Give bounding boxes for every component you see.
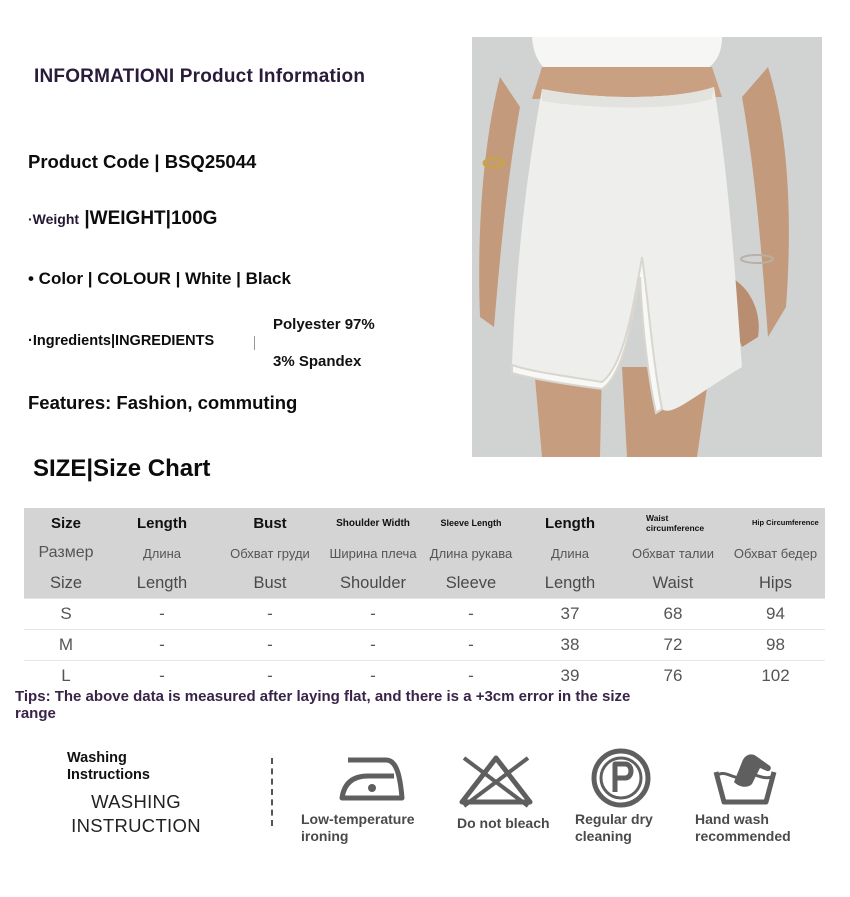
- ru-length-2: Длина: [520, 538, 620, 568]
- col-length-2: Length: [520, 508, 620, 538]
- col-shoulder: Shoulder Width: [324, 508, 422, 538]
- short-bust: Bust: [216, 568, 324, 599]
- short-waist: Waist: [620, 568, 726, 599]
- col-hip: Hip Circumference: [726, 508, 825, 538]
- table-cell: 98: [726, 630, 825, 661]
- short-hip: Hips: [726, 568, 825, 599]
- col-sleeve: Sleeve Length: [422, 508, 520, 538]
- iron-icon: [338, 754, 406, 806]
- col-size: Size: [24, 508, 108, 538]
- hand-wash-label: Hand wash recommended: [695, 811, 791, 844]
- table-cell: -: [108, 661, 216, 692]
- table-cell: -: [108, 599, 216, 630]
- table-cell: -: [422, 599, 520, 630]
- short-length: Length: [108, 568, 216, 599]
- table-cell: 37: [520, 599, 620, 630]
- ingredient-spandex: 3% Spandex: [273, 353, 362, 370]
- table-cell: S: [24, 599, 108, 630]
- table-row: [24, 661, 825, 692]
- table-cell: -: [422, 661, 520, 692]
- size-chart-title: SIZE|Size Chart: [33, 455, 211, 482]
- size-table: [24, 508, 825, 691]
- washing-divider: [271, 758, 273, 826]
- header-row-ru: [24, 538, 825, 568]
- table-cell: 39: [520, 661, 620, 692]
- dry-clean-label: Regular dry cleaning: [575, 811, 653, 844]
- short-shoulder: Shoulder: [324, 568, 422, 599]
- table-cell: M: [24, 630, 108, 661]
- weight-label: ·Weight: [28, 211, 80, 227]
- table-cell: 72: [620, 630, 726, 661]
- table-cell: 102: [726, 661, 825, 692]
- table-cell: -: [216, 599, 324, 630]
- col-waist: Waist circumference: [620, 508, 726, 538]
- product-code: Product Code | BSQ25044: [28, 151, 257, 172]
- ru-shoulder: Ширина плеча: [324, 538, 422, 568]
- no-bleach-label: Do not bleach: [457, 815, 550, 831]
- ru-hip: Обхват бедер: [726, 538, 825, 568]
- short-length-2: Length: [520, 568, 620, 599]
- table-cell: L: [24, 661, 108, 692]
- table-row: [24, 630, 825, 661]
- ingredients-label: ·Ingredients|INGREDIENTS: [28, 333, 215, 349]
- table-cell: -: [324, 630, 422, 661]
- table-cell: 76: [620, 661, 726, 692]
- ingredients-divider: [254, 336, 255, 350]
- table-cell: 38: [520, 630, 620, 661]
- features-line: Features: Fashion, commuting: [28, 392, 298, 413]
- washing-big-title: WASHING INSTRUCTION: [71, 791, 201, 836]
- measurement-tips: Tips: The above data is measured after laying flat, and there is a +3cm error in the size range: [15, 688, 631, 722]
- table-cell: -: [422, 630, 520, 661]
- header-row-short: [24, 568, 825, 599]
- table-cell: 94: [726, 599, 825, 630]
- iron-label: Low-temperature ironing: [301, 811, 415, 844]
- washing-title: Washing Instructions: [67, 750, 150, 783]
- table-cell: -: [324, 599, 422, 630]
- color-line: • Color | COLOUR | White | Black: [28, 269, 291, 288]
- ru-length: Длина: [108, 538, 216, 568]
- col-length: Length: [108, 508, 216, 538]
- hand-wash-icon: [712, 748, 778, 806]
- table-cell: -: [324, 661, 422, 692]
- table-cell: -: [216, 661, 324, 692]
- short-size: Size: [24, 568, 108, 599]
- weight-line: [28, 208, 217, 230]
- product-photo: [472, 37, 822, 457]
- header-row-en: [24, 508, 825, 538]
- table-row: [24, 599, 825, 630]
- short-sleeve: Sleeve: [422, 568, 520, 599]
- ingredient-polyester: Polyester 97%: [273, 316, 375, 333]
- table-cell: -: [108, 630, 216, 661]
- ru-sleeve: Длина рукава: [422, 538, 520, 568]
- table-cell: 68: [620, 599, 726, 630]
- dry-clean-p-icon: [589, 746, 653, 810]
- col-bust: Bust: [216, 508, 324, 538]
- ru-waist: Обхват талии: [620, 538, 726, 568]
- product-info-heading: INFORMATIONI Product Information: [34, 66, 366, 87]
- weight-value: |WEIGHT|100G: [84, 208, 218, 229]
- ru-bust: Обхват груди: [216, 538, 324, 568]
- no-bleach-icon: [458, 752, 534, 808]
- table-cell: -: [216, 630, 324, 661]
- ru-size: Размер: [24, 538, 108, 568]
